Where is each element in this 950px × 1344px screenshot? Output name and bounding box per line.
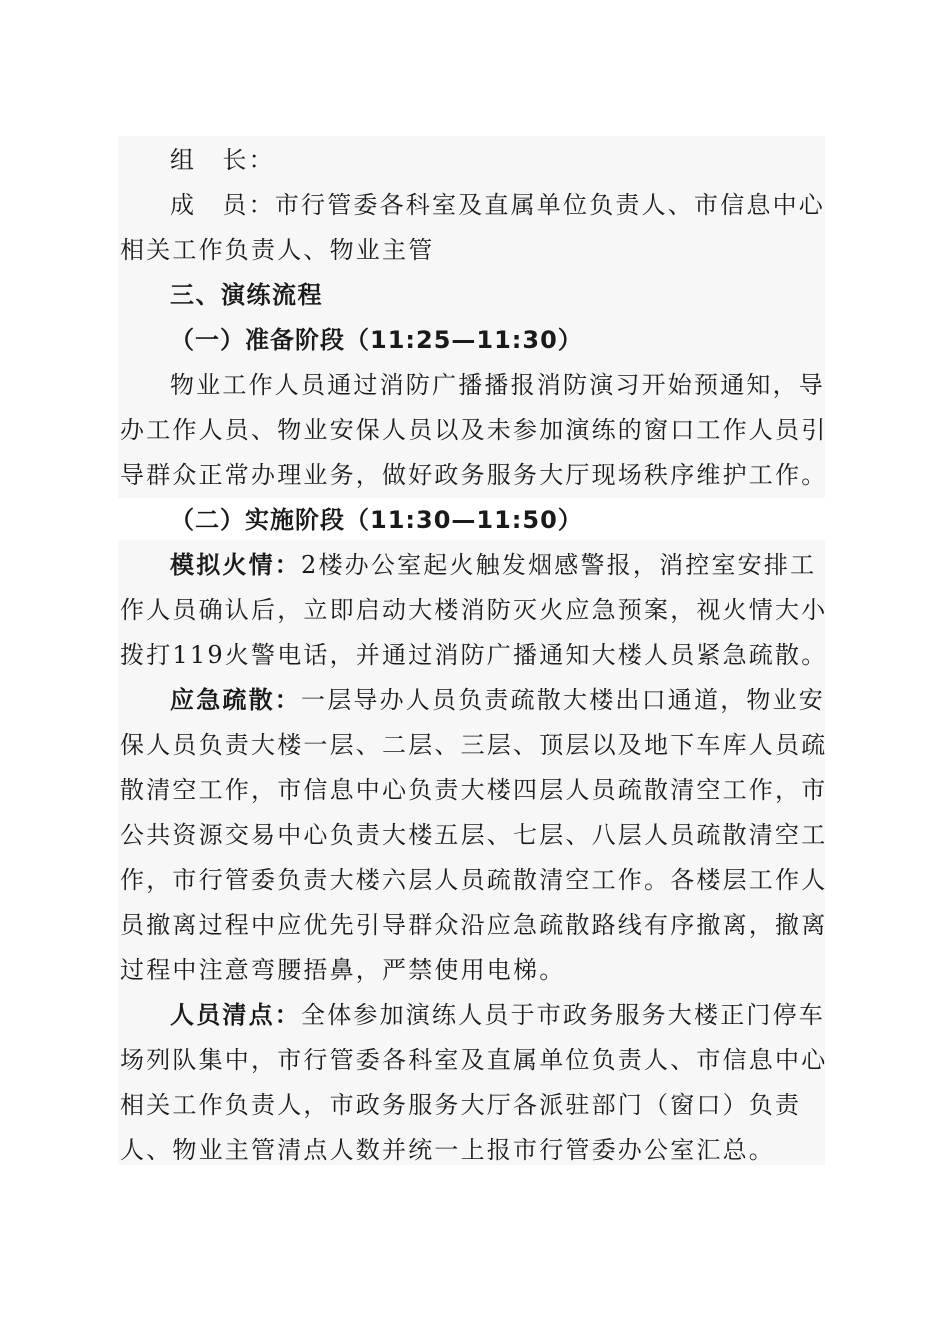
stage2-heading: （二）实施阶段（11:30—11:50） (170, 506, 583, 534)
paragraph-line: 场列队集中，市行管委各科室及直属单位负责人、市信息中心 (120, 1046, 828, 1074)
headcount-label: 人员清点： (170, 1001, 301, 1029)
paragraph-line: 办工作人员、物业安保人员以及未参加演练的窗口工作人员引 (120, 416, 828, 444)
members-text-cont: 相关工作负责人、物业主管 (120, 236, 435, 264)
leader-line (170, 145, 275, 175)
paragraph-line: 保人员负责大楼一层、二层、三层、顶层以及地下车库人员疏 (120, 731, 828, 759)
members-text: 市行管委各科室及直属单位负责人、市信息中心 (274, 191, 826, 219)
members-line (170, 190, 825, 220)
paragraph-line: 物业工作人员通过消防广播播报消防演习开始预通知，导 (170, 371, 825, 399)
fire-first-line (170, 550, 816, 580)
evacuation-text: 一层导办人员负责疏散大楼出口通道，物业安 (301, 686, 825, 714)
paragraph-line: 过程中注意弯腰捂鼻，严禁使用电梯。 (120, 956, 566, 984)
evacuation-label: 应急疏散： (170, 686, 301, 714)
fire-label: 模拟火情： (170, 551, 301, 579)
headcount-first-line (170, 1000, 825, 1030)
paragraph-line: 散清空工作，市信息中心负责大楼四层人员疏散清空工作，市 (120, 776, 828, 804)
section-heading: 三、演练流程 (170, 281, 323, 309)
members-label: 成 员： (170, 191, 275, 219)
paragraph-line: 人、物业主管清点人数并统一上报市行管委办公室汇总。 (120, 1136, 775, 1164)
paragraph-line: 公共资源交易中心负责大楼五层、七层、八层人员疏散清空工 (120, 821, 828, 849)
fire-text: 2楼办公室起火触发烟感警报，消控室安排工 (301, 551, 817, 579)
paragraph-line: 员撤离过程中应优先引导群众沿应急疏散路线有序撤离，撤离 (120, 911, 828, 939)
evacuation-first-line (170, 685, 825, 715)
paragraph-line: 作，市行管委负责大楼六层人员疏散清空工作。各楼层工作人 (120, 866, 828, 894)
headcount-text: 全体参加演练人员于市政务服务大楼正门停车 (301, 1001, 825, 1029)
paragraph-line: 相关工作负责人，市政务服务大厅各派驻部门（窗口）负责 (120, 1091, 802, 1119)
leader-label: 组 长： (170, 146, 275, 174)
paragraph-line: 拨打119火警电话，并通过消防广播通知大楼人员紧急疏散。 (120, 641, 828, 669)
paragraph-line: 导群众正常办理业务，做好政务服务大厅现场秩序维护工作。 (120, 461, 828, 489)
paragraph-line: 作人员确认后，立即启动大楼消防灭火应急预案，视火情大小 (120, 596, 828, 624)
stage1-heading: （一）准备阶段（11:25—11:30） (170, 326, 583, 354)
